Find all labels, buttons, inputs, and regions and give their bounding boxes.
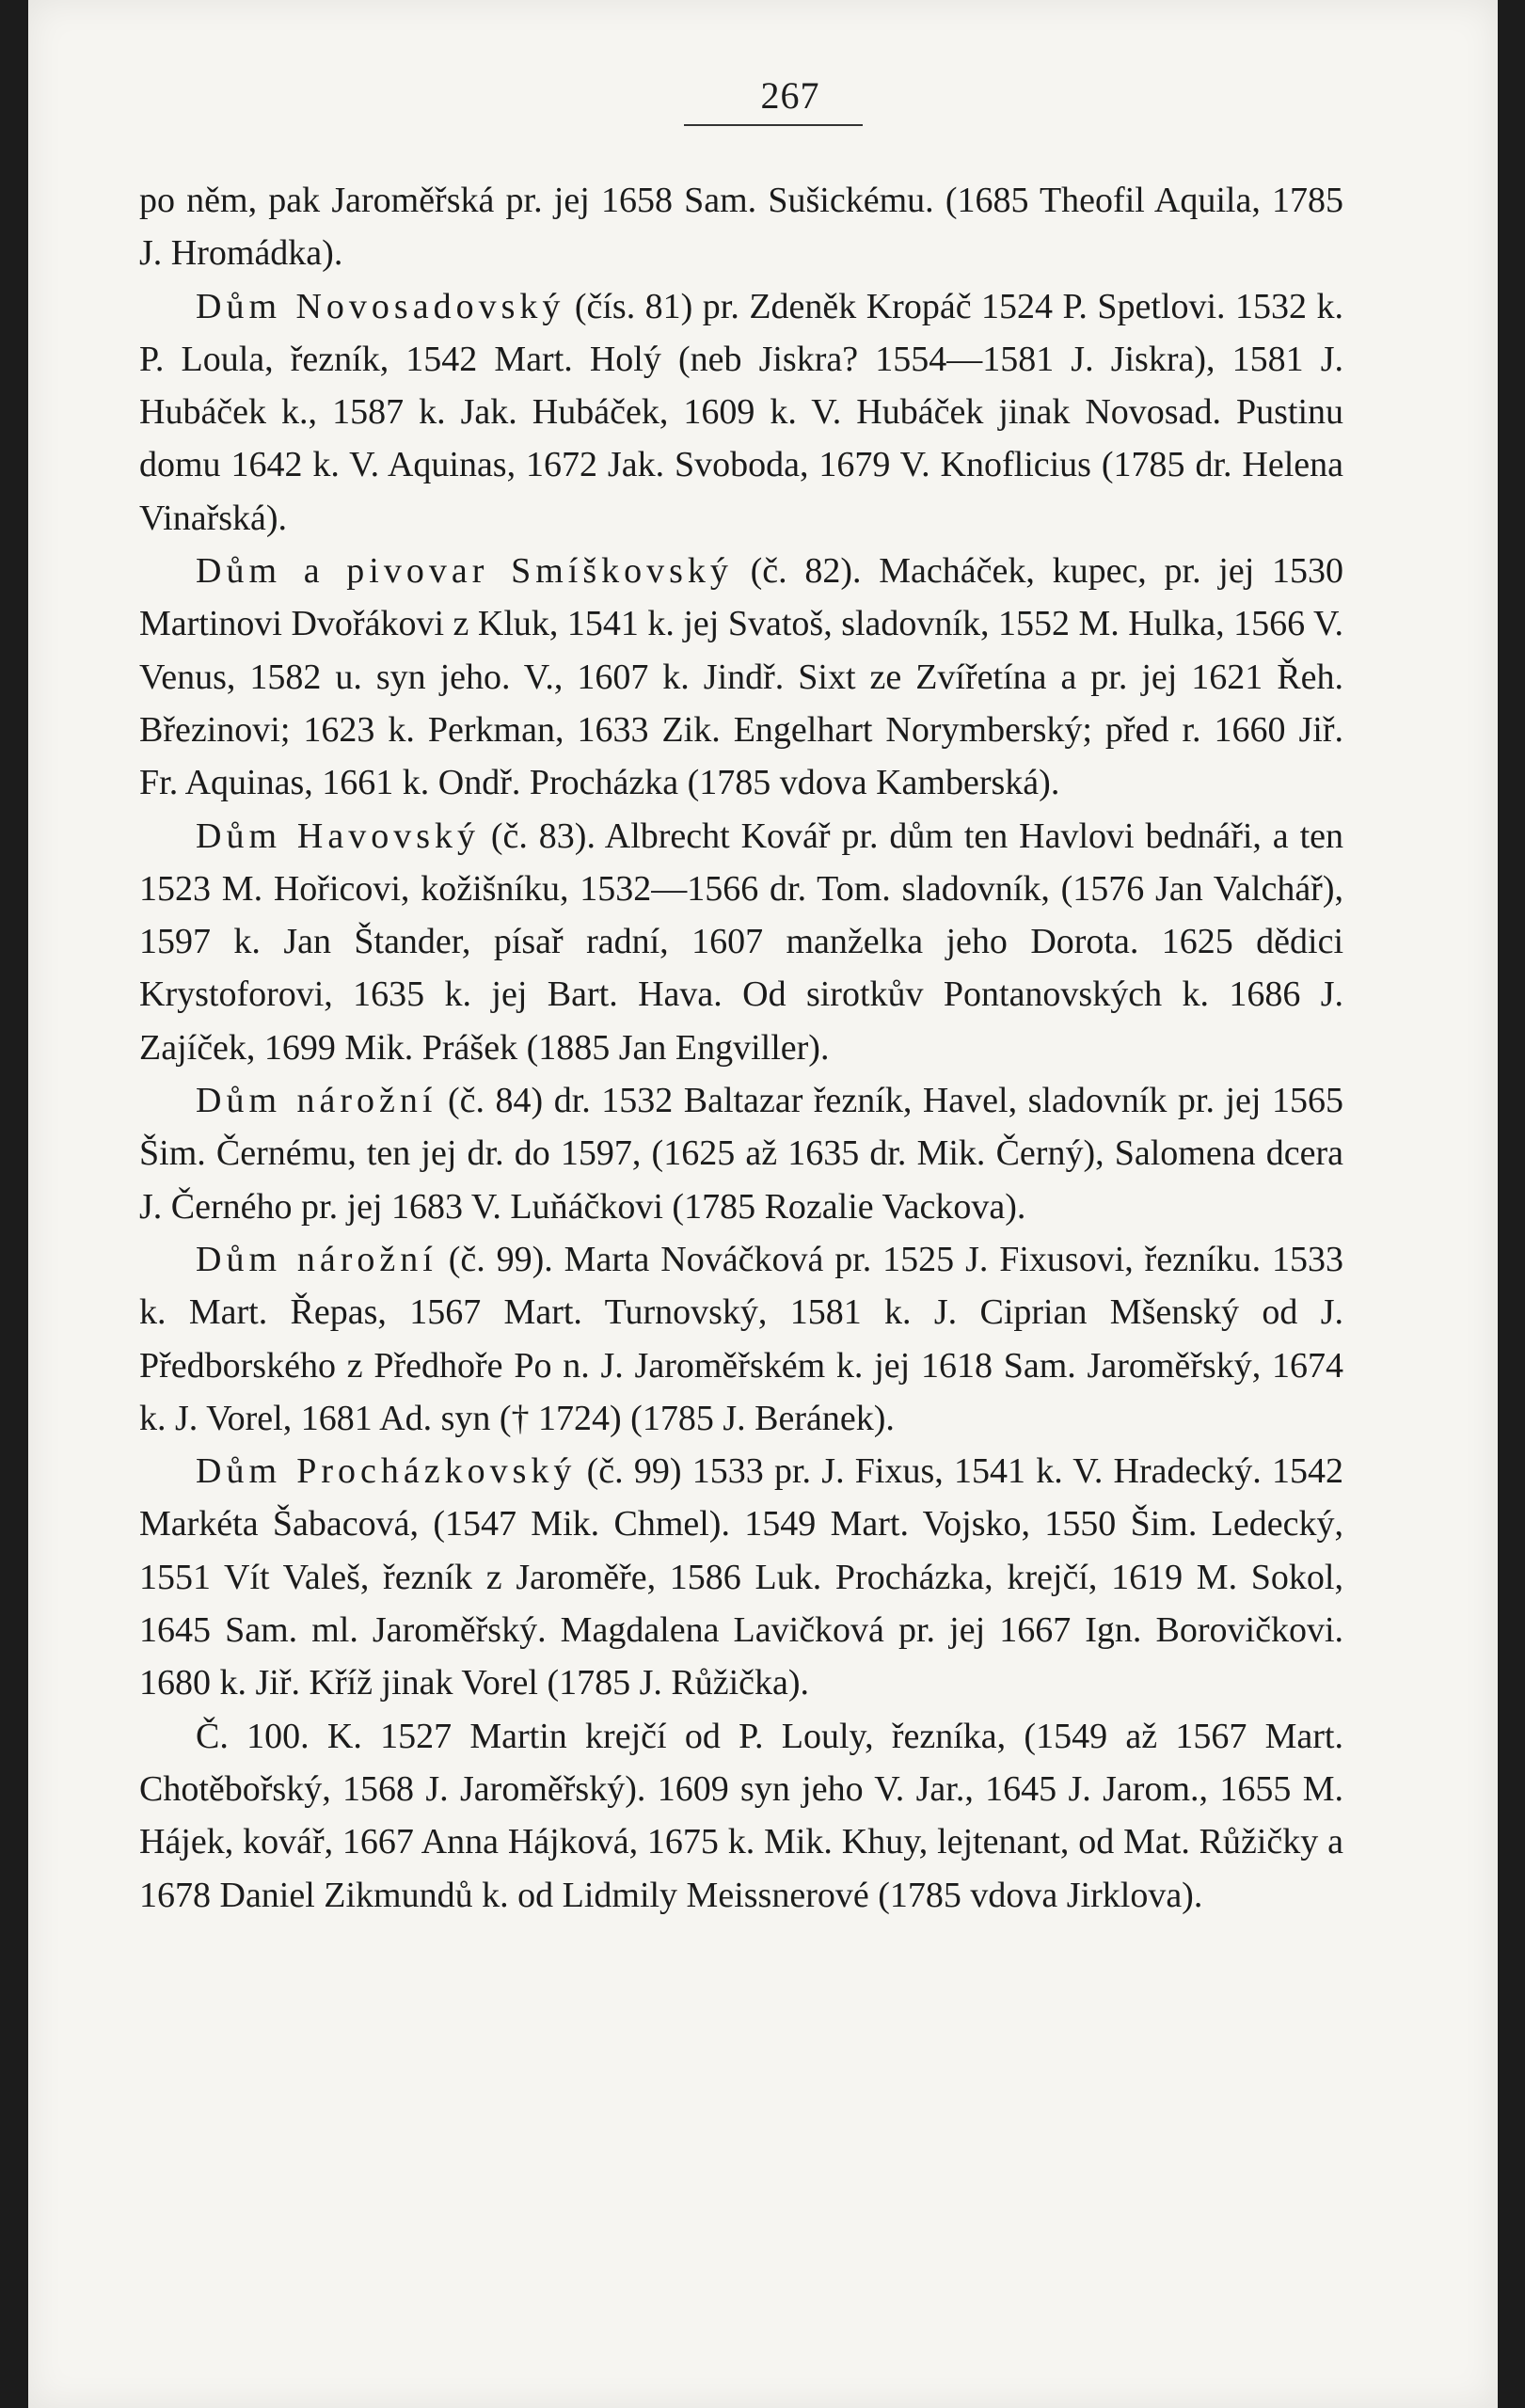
paragraph (139, 1710, 1343, 1922)
paragraph (139, 810, 1343, 1074)
page-body (139, 174, 1343, 1922)
paragraph (139, 1074, 1343, 1233)
paragraph (139, 545, 1343, 809)
paragraph-text: po něm, pak Jaroměřská pr. jej 1658 Sam. Sušickému. (1685 Theofil Aquila, 1785 J. Hromádka). (139, 181, 1343, 274)
paragraph-text: (č. 82). Macháček, kupec, pr. jej 1530 Martinovi Dvořákovi z Kluk, 1541 k. jej Svatoš, sladovník, 1552 M. Hulka, 1566 V. Venus, 1582 u. syn jeho. V., 1607 k. Jindř. Sixt ze Zvířetína a pr. jej 1621 Řeh. Březinovi; 1623 k. Perkman, 1633 Zik. Engelhart Norymberský; před r. 1660 Jiř. Fr. Aquinas, 1661 k. Ondř. Procházka (1785 vdova Kamberská). (139, 551, 1343, 803)
paragraph (139, 1445, 1343, 1709)
paragraph-text: (č. 83). Albrecht Kovář pr. dům ten Havlovi bednáři, a ten 1523 M. Hořicovi, kožišníku, 1532—1566 dr. Tom. sladovník, (1576 Jan Valchář), 1597 k. Jan Štander, písař radní, 1607 manželka jeho Dorota. 1625 dědici Krystoforovi, 1635 k. jej Bart. Hava. Od sirotkův Pontanovských k. 1686 J. Zajíček, 1699 Mik. Prášek (1885 Jan Engviller). (139, 816, 1343, 1068)
paragraph-text: (čís. 81) pr. Zdeněk Kropáč 1524 P. Spetlovi. 1532 k. P. Loula, řezník, 1542 Mart. Holý (neb Jiskra? 1554—1581 J. Jiskra), 1581 J. Hubáček k., 1587 k. Jak. Hubáček, 1609 k. V. Hubáček jinak Novosad. Pustinu domu 1642 k. V. Aquinas, 1672 Jak. Svoboda, 1679 V. Knoflicius (1785 dr. Helena Vinařská). (139, 286, 1343, 538)
paragraph (139, 280, 1343, 545)
paragraph-text: (č. 99) 1533 pr. J. Fixus, 1541 k. V. Hradecký. 1542 Markéta Šabacová, (1547 Mik. Chmel). 1549 Mart. Vojsko, 1550 Šim. Ledecký, 1551 Vít Valeš, řezník z Jaroměře, 1586 Luk. Procházka, krejčí, 1619 M. Sokol, 1645 Sam. ml. Jaroměřský. Magdalena Lavičková pr. jej 1667 Ign. Borovičkovi. 1680 k. Jiř. Kříž jinak Vorel (1785 J. Růžička). (139, 1451, 1343, 1703)
paragraph-lead: Dům nárožní (196, 1081, 437, 1121)
paragraph-lead: Dům Havovský (196, 816, 480, 856)
paragraph-text: Č. 100. K. 1527 Martin krejčí od P. Louly, řezníka, (1549 až 1567 Mart. Chotěbořský, 1568 J. Jaroměřský). 1609 syn jeho V. Jar., 1645 J. Jarom., 1655 M. Hájek, kovář, 1667 Anna Hájková, 1675 k. Mik. Khuy, lejtenant, od Mat. Růžičky a 1678 Daniel Zikmundů k. od Lidmily Meissnerové (1785 vdova Jirklova). (139, 1716, 1343, 1915)
paragraph-lead: Dům Novosadovský (196, 286, 565, 326)
paragraph-text: (č. 99). Marta Nováčková pr. 1525 J. Fixusovi, řezníku. 1533 k. Mart. Řepas, 1567 Mart. Turnovský, 1581 k. J. Ciprian Mšenský od J. Předborského z Předhoře Po n. J. Jaroměřském k. jej 1618 Sam. Jaroměřský, 1674 k. J. Vorel, 1681 Ad. syn († 1724) (1785 J. Beránek). (139, 1239, 1343, 1438)
paragraph (139, 1233, 1343, 1445)
scanned-page (28, 0, 1498, 2408)
paragraph-text: (č. 84) dr. 1532 Baltazar řezník, Havel, sladovník pr. jej 1565 Šim. Černému, ten jej dr. do 1597, (1625 až 1635 dr. Mik. Černý), Salomena dcera J. Černého pr. jej 1683 V. Luňáčkovi (1785 Rozalie Vackova). (139, 1081, 1343, 1227)
page-number: 267 (760, 74, 820, 117)
paragraph-lead: Dům nárožní (196, 1239, 437, 1279)
paragraph-lead: Dům a pivovar Smíškovský (196, 551, 733, 592)
header-rule (684, 124, 863, 126)
paragraph-lead: Dům Procházkovský (196, 1451, 577, 1492)
paragraph (139, 174, 1343, 280)
